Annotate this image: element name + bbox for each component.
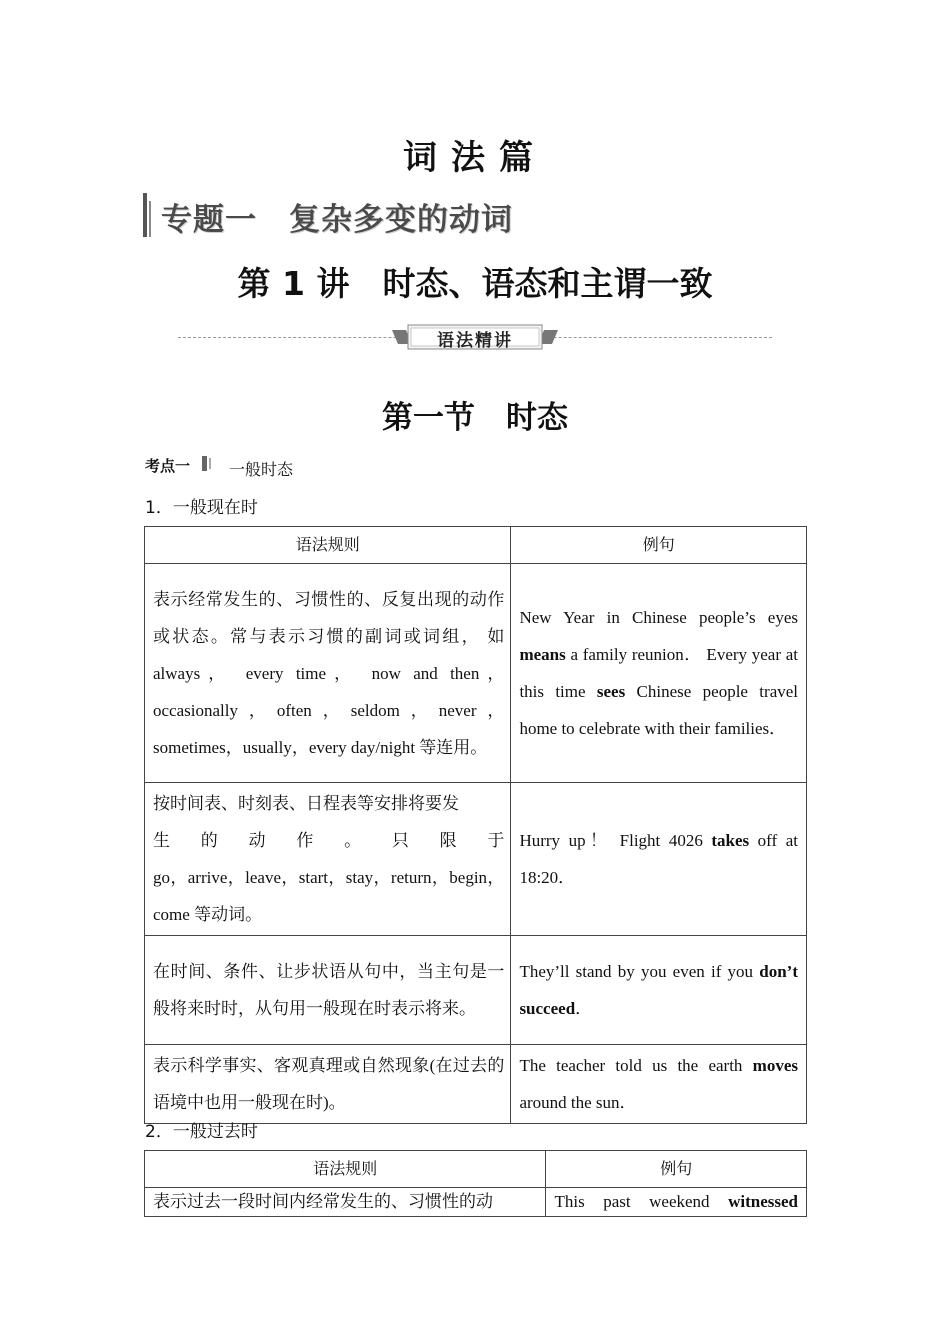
example-text: They’ll stand by you even if you — [519, 962, 760, 981]
example-text: off at 18:20． — [519, 831, 798, 887]
example-verb: witnessed — [728, 1192, 798, 1211]
example-text: ． — [575, 999, 593, 1018]
kaodian-mark — [202, 456, 207, 471]
column-header-rule: 语法规则 — [145, 1151, 546, 1188]
example-cell — [511, 564, 807, 783]
lecture-title: 第 1 讲 时态、语态和主谓一致 — [237, 264, 713, 303]
section-divider — [178, 324, 772, 352]
topic-bar-decoration — [143, 193, 147, 237]
table-header-row — [145, 1151, 807, 1188]
rule-line: go，arrive，leave，start，stay，return，begin，come 等动词。 — [153, 868, 505, 924]
example-cell — [546, 1188, 807, 1217]
column-header-rule: 语法规则 — [145, 527, 511, 564]
kaodian-topic: 一般时态 — [229, 460, 294, 479]
example-text: This past weekend — [554, 1192, 729, 1211]
example-text: a family reunion． Every year at this time — [519, 645, 798, 701]
section-title: 第一节 时态 — [382, 400, 568, 436]
example-verb: means — [519, 645, 566, 664]
rule-cell — [145, 783, 511, 936]
kaodian-mark-thin — [209, 458, 211, 469]
table-row — [145, 936, 807, 1045]
example-cell — [511, 1045, 807, 1124]
table-row — [145, 1045, 807, 1124]
rule-cell: 表示经常发生的、习惯性的、反复出现的动作或状态。常与表示习惯的副词或词组， 如 always， every time， now and then，occasionally，often，seldom，never，sometimes，usually，every day/night 等连用。 — [145, 564, 511, 783]
table-row — [145, 564, 807, 783]
example-text: The teacher told us the earth — [519, 1056, 753, 1075]
example-text: around the sun． — [519, 1093, 637, 1112]
table-header-row — [145, 527, 807, 564]
table-row — [145, 1188, 807, 1217]
example-verb: sees — [596, 682, 626, 701]
grammar-banner — [392, 324, 558, 350]
topic-bar-decoration-thin — [149, 201, 151, 237]
example-text: Hurry up！ Flight 4026 — [519, 831, 712, 850]
column-header-example: 例句 — [546, 1151, 807, 1188]
topic-title: 专题一 复杂多变的动词 — [161, 202, 513, 238]
kaodian-badge: 考点一 — [145, 457, 191, 475]
rule-cell: 在时间、条件、让步状语从句中，当主句是一般将来时时，从句用一般现在时表示将来。 — [145, 936, 511, 1045]
banner-label: 语法精讲 — [437, 331, 513, 351]
rule-cell: 表示过去一段时间内经常发生的、习惯性的动 — [145, 1188, 546, 1217]
example-cell — [511, 936, 807, 1045]
grammar-table-past — [144, 1150, 807, 1217]
example-verb: moves — [752, 1056, 798, 1075]
rule-line: 按时间表、时刻表、日程表等安排将要发 — [153, 794, 459, 813]
column-header-example: 例句 — [511, 527, 807, 564]
grammar-table-present — [144, 526, 807, 1124]
section-heading: 2．一般过去时 — [145, 1122, 258, 1142]
example-text: Chinese people travel home to celebrate with their families． — [519, 682, 799, 738]
example-verb: don’t succeed — [519, 962, 798, 1018]
part-title: 词法篇 — [403, 138, 547, 178]
rule-cell: 表示科学事实、客观真理或自然现象(在过去的语境中也用一般现在时)。 — [145, 1045, 511, 1124]
section-heading: 1．一般现在时 — [145, 498, 258, 518]
example-text: New Year in Chinese people’s eyes — [519, 608, 798, 627]
table-row — [145, 783, 807, 936]
rule-line: 生 的 动 作 。 只 限 于 — [153, 831, 505, 850]
example-verb: takes — [711, 831, 750, 850]
example-cell — [511, 783, 807, 936]
